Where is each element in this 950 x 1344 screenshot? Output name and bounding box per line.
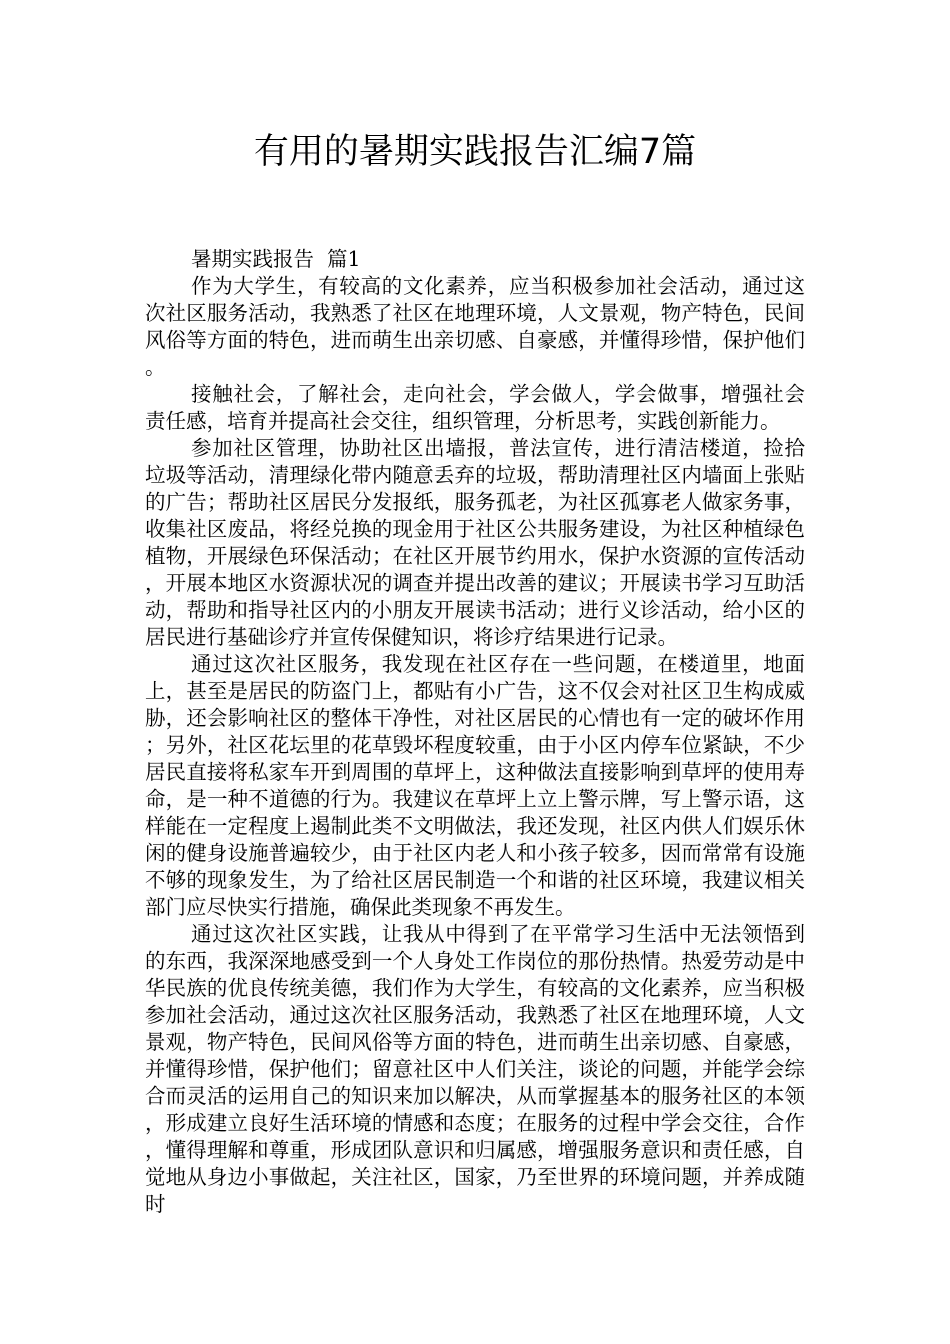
document-title: 有用的暑期实践报告汇编7篇 — [253, 132, 697, 172]
section-heading: 暑期实践报告 篇1 — [191, 247, 361, 271]
document-body — [145, 246, 805, 1218]
paragraph: 接触社会，了解社会，走向社会，学会做人，学会做事，增强社会责任感，培育并提高社会交往，组织管理，分析思考，实践创新能力。 — [145, 382, 805, 433]
paragraph: 作为大学生，有较高的文化素养，应当积极参加社会活动，通过这次社区服务活动，我熟悉了社区在地理环境，人文景观，物产特色，民间风俗等方面的特色，进而萌生出亲切感、自豪感，并懂得珍惜，保护他们。 — [145, 274, 805, 379]
paragraph: 通过这次社区实践，让我从中得到了在平常学习生活中无法领悟到的东西，我深深地感受到一个人身处工作岗位的那份热情。热爱劳动是中华民族的优良传统美德，我们作为大学生，有较高的文化素养，应当积极参加社会活动，通过这次社区服务活动，我熟悉了社区在地理环境，人文景观，物产特色，民间风俗等方面的特色，进而萌生出亲切感、自豪感，并懂得珍惜，保护他们；留意社区中人们关注，谈论的问题，并能学会综合而灵活的运用自己的知识来加以解决，从而掌握基本的服务社区的本领，形成建立良好生活环境的情感和态度；在服务的过程中学会交往，合作，懂得理解和尊重，形成团队意识和归属感，增强服务意识和责任感，自觉地从身边小事做起，关注社区，国家，乃至世界的环境问题，并养成随时 — [145, 922, 805, 1216]
paragraph: 参加社区管理，协助社区出墙报，普法宣传，进行清洁楼道，捡拾垃圾等活动，清理绿化带内随意丢弃的垃圾，帮助清理社区内墙面上张贴的广告；帮助社区居民分发报纸，服务孤老，为社区孤寡老人做家务事，收集社区废品，将经兑换的现金用于社区公共服务建设，为社区种植绿色植物，开展绿色环保活动；在社区开展节约用水，保护水资源的宣传活动，开展本地区水资源状况的调查并提出改善的建议；开展读书学习互助活动，帮助和指导社区内的小朋友开展读书活动；进行义诊活动，给小区的居民进行基础诊疗并宣传保健知识，将诊疗结果进行记录。 — [145, 436, 805, 649]
paragraph: 通过这次社区服务，我发现在社区存在一些问题，在楼道里，地面上，甚至是居民的防盗门上，都贴有小广告，这不仅会对社区卫生构成威胁，还会影响社区的整体干净性，对社区居民的心情也有一定的破坏作用；另外，社区花坛里的花草毁坏程度较重，由于小区内停车位紧缺，不少居民直接将私家车开到周围的草坪上，这种做法直接影响到草坪的使用寿命，是一种不道德的行为。我建议在草坪上立上警示牌，写上警示语，这样能在一定程度上遏制此类不文明做法，我还发现，社区内供人们娱乐休闲的健身设施普遍较少，由于社区内老人和小孩子较多，因而常常有设施不够的现象发生，为了给社区居民制造一个和谐的社区环境，我建议相关部门应尽快实行措施，确保此类现象不再发生。 — [145, 652, 805, 919]
